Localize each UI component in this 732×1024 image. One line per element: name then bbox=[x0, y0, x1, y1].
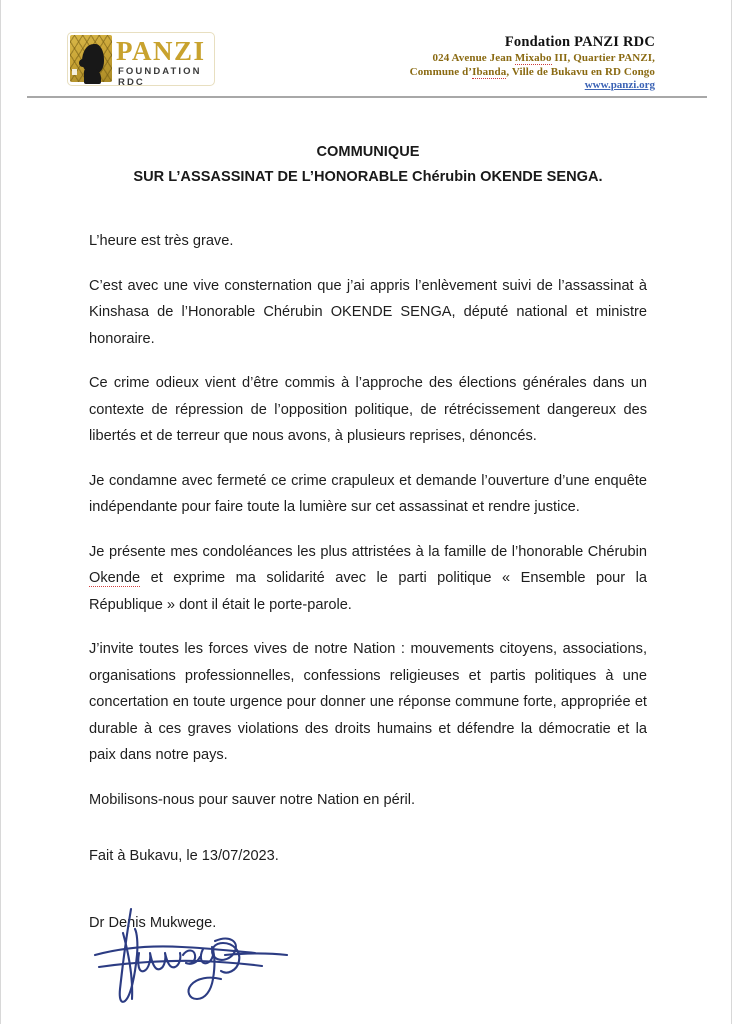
condolences-pre: Je présente mes condoléances les plus attristées à la famille de l’honorable Chérubin bbox=[89, 543, 647, 560]
letterhead bbox=[1, 0, 732, 100]
condolences-spellcheck-word: Okende bbox=[89, 570, 141, 586]
title-line-2: SUR L’ASSASSINAT DE L’HONORABLE Chérubin OKENDE SENGA. bbox=[133, 169, 603, 185]
closing-block bbox=[89, 843, 647, 869]
logo-neck-shape bbox=[84, 68, 101, 84]
paragraph-condolences bbox=[89, 539, 647, 619]
address-1-pre: 024 Avenue Jean bbox=[432, 52, 515, 64]
organization-contact-block bbox=[345, 34, 655, 92]
paragraph-condemnation: Je condamne avec fermeté ce crime crapuleux et demande l’ouverture d’une enquête indépendante pour faire toute la lumière sur cet assassinat et rendre justice. bbox=[89, 472, 647, 515]
organization-address-line-2 bbox=[345, 66, 655, 79]
logo-headwrap-pattern bbox=[70, 35, 112, 82]
paragraph-context: Ce crime odieux vient d’être commis à l’approche des élections générales dans un contexte de répression de l’opposition politique, de rétrécissement dangereux des libertés et de terreur que nous avons, à plusieurs reprises, dénoncés. bbox=[89, 375, 647, 444]
logo-profile-shape bbox=[79, 59, 87, 67]
document-content bbox=[89, 140, 647, 1024]
place-and-date: Fait à Bukavu, le 13/07/2023. bbox=[89, 848, 279, 864]
address-2-post: , Ville de Bukavu en RD Congo bbox=[506, 65, 655, 78]
paragraph-consternation: C’est avec une vive consternation que j’ai appris l’enlèvement suivi de l’assassinat à Kinshasa de l’Honorable Chérubin OKENDE SENGA, député national et ministre honoraire. bbox=[89, 277, 647, 347]
address-1-spellcheck-word: Mixabo bbox=[514, 52, 552, 64]
document-body bbox=[89, 228, 647, 1024]
title-line-1: COMMUNIQUE bbox=[316, 144, 420, 160]
signer-name: Dr Denis Mukwege. bbox=[89, 915, 217, 931]
organization-address-line-1 bbox=[345, 52, 655, 65]
signature-block bbox=[89, 915, 647, 1024]
logo-wordmark: PANZI bbox=[116, 36, 206, 66]
document-title bbox=[89, 140, 647, 190]
organization-website-link[interactable]: www.panzi.org bbox=[584, 79, 655, 91]
condolences-post: et exprime ma solidarité avec le parti politique « Ensemble pour la République » dont il était le porte-parole. bbox=[89, 570, 647, 613]
handwritten-signature-icon bbox=[87, 903, 337, 1013]
paragraph-opening: L’heure est très grave. bbox=[89, 233, 234, 249]
address-2-pre: Commune d’ bbox=[409, 65, 473, 78]
woman-silhouette-icon bbox=[78, 44, 108, 84]
logo-accent-dot bbox=[72, 69, 77, 75]
address-2-spellcheck-word: Ibanda bbox=[472, 65, 507, 78]
letterhead-divider bbox=[27, 96, 707, 98]
panzi-foundation-logo bbox=[67, 32, 215, 86]
address-1-post: III, Quartier PANZI, bbox=[551, 52, 655, 64]
organization-name: Fondation PANZI RDC bbox=[504, 34, 655, 50]
paragraph-mobilization: Mobilisons-nous pour sauver notre Nation en péril. bbox=[89, 791, 416, 808]
logo-tagline: FOUNDATION RDC bbox=[118, 66, 202, 86]
paragraph-call-to-action: J’invite toutes les forces vives de notre Nation : mouvements citoyens, associations, organisations professionnelles, confessions religieuses et partis politiques à une concertation en toute urgence pour donner une réponse commune forte, appropriée et durable à ces graves violations des droits humains et défendre la démocratie et la paix dans notre pays. bbox=[89, 641, 647, 763]
